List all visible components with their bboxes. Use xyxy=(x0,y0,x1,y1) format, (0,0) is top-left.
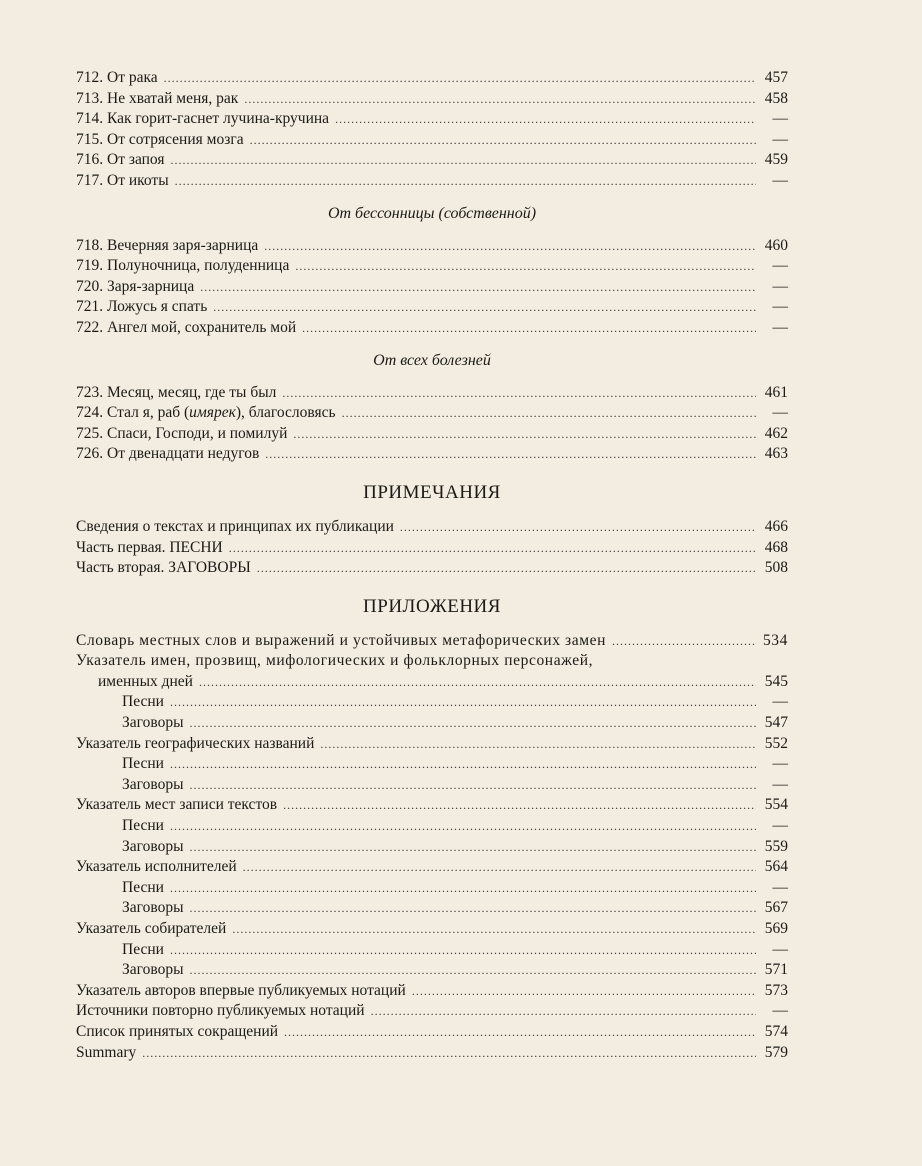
entry-page: 508 xyxy=(764,559,788,577)
entry-title xyxy=(76,403,336,424)
entry-title: Список принятых сокращений xyxy=(76,1022,279,1040)
toc-subentry-geo-spells[interactable] xyxy=(76,775,788,796)
toc-entry-notes-part2[interactable] xyxy=(76,558,788,579)
entry-title: Заговоры xyxy=(122,837,184,855)
toc-subentry-places-spells[interactable] xyxy=(76,837,788,858)
entry-page: 468 xyxy=(764,538,788,556)
entry-title: Заговоры xyxy=(122,961,184,979)
dot-leader xyxy=(190,775,757,796)
entry-page: 458 xyxy=(764,89,788,107)
entry-page: 567 xyxy=(764,899,788,917)
entry-title: Указатель мест записи текстов xyxy=(76,796,278,814)
dot-leader xyxy=(265,444,756,465)
entry-page: 460 xyxy=(764,236,788,254)
entry-page: — xyxy=(772,693,788,711)
entry-title: 717. От икоты xyxy=(76,171,169,189)
entry-page: — xyxy=(772,755,788,773)
entry-title-after: ), благословясь xyxy=(235,404,336,422)
dot-leader xyxy=(229,538,756,559)
dot-leader xyxy=(190,898,757,919)
toc-entry-geo-index[interactable] xyxy=(76,734,788,755)
table-of-contents xyxy=(76,68,788,1063)
entry-title: Заговоры xyxy=(122,714,184,732)
entry-page: — xyxy=(772,298,788,316)
toc-entry-sources[interactable] xyxy=(76,1001,788,1022)
toc-entry-722[interactable] xyxy=(76,318,788,339)
dot-leader xyxy=(142,1043,756,1064)
entry-title: 720. Заря-зарница xyxy=(76,277,195,295)
entry-title: Заговоры xyxy=(122,899,184,917)
toc-entry-notes-part1[interactable] xyxy=(76,538,788,559)
entry-title: Указатель собирателей xyxy=(76,920,227,937)
entry-page: — xyxy=(772,110,788,128)
dot-leader xyxy=(170,816,756,837)
entry-title: Песни xyxy=(122,817,164,835)
dot-leader xyxy=(293,424,756,445)
entry-page: 569 xyxy=(764,920,788,937)
toc-entry-714[interactable] xyxy=(76,109,788,130)
dot-leader xyxy=(170,692,756,713)
entry-title: 715. От сотрясения мозга xyxy=(76,130,244,148)
entry-page: 573 xyxy=(764,981,788,999)
dot-leader xyxy=(190,713,757,734)
dot-leader xyxy=(200,277,756,298)
dot-leader xyxy=(412,981,756,1002)
entry-page: 463 xyxy=(764,445,788,463)
entry-page: 547 xyxy=(764,714,788,732)
entry-page: — xyxy=(772,130,788,148)
toc-entry-716[interactable] xyxy=(76,150,788,171)
subheading-insomnia: От бессонницы (собственной) xyxy=(327,204,537,222)
toc-entry-724[interactable] xyxy=(76,403,788,424)
dot-leader xyxy=(232,919,756,940)
entry-title: 723. Месяц, месяц, где ты был xyxy=(76,383,277,401)
entry-title: Песни xyxy=(122,755,164,773)
entry-title: Указатель географических названий xyxy=(76,734,315,752)
entry-page: — xyxy=(772,1002,788,1020)
dot-leader xyxy=(335,109,756,130)
entry-title: Указатель авторов впервые публикуемых нотаций xyxy=(76,981,406,999)
entry-title: 714. Как горит-гаснет лучина-кручина xyxy=(76,110,330,128)
entry-title: 722. Ангел мой, сохранитель мой xyxy=(76,318,297,336)
entry-title: Часть вторая. ЗАГОВОРЫ xyxy=(76,559,251,577)
dot-leader xyxy=(371,1001,756,1022)
toc-entry-713[interactable] xyxy=(76,89,788,110)
dot-leader xyxy=(284,1022,756,1043)
dot-leader xyxy=(342,403,756,424)
entry-title: 713. Не хватай меня, рак xyxy=(76,89,239,107)
entry-title: Заговоры xyxy=(122,775,184,793)
entry-title: Сведения о текстах и принципах их публикации xyxy=(76,517,394,535)
entry-page: 564 xyxy=(764,858,788,876)
entry-page: 461 xyxy=(764,383,788,401)
dot-leader xyxy=(612,631,756,652)
toc-entry-names-index-line1[interactable]: Указатель имен, прозвищ, мифологических и фольклорных персонажей, xyxy=(76,652,594,670)
entry-title: 719. Полуночница, полуденница xyxy=(76,257,290,275)
dot-leader xyxy=(400,517,756,538)
toc-entry-notes-info[interactable] xyxy=(76,517,788,538)
toc-subentry-performers-spells[interactable] xyxy=(76,898,788,919)
dot-leader xyxy=(170,754,756,775)
entry-page: 579 xyxy=(764,1043,788,1061)
entry-page: 559 xyxy=(764,837,788,855)
entry-title: Указатель исполнителей xyxy=(76,858,237,876)
entry-title-before: 724. Стал я, раб ( xyxy=(76,404,190,422)
section-heading-appendix: ПРИЛОЖЕНИЯ xyxy=(363,595,501,617)
dot-leader xyxy=(164,68,756,89)
entry-page: — xyxy=(772,775,788,793)
entry-title: 726. От двенадцати недугов xyxy=(76,445,260,463)
entry-page: — xyxy=(772,404,788,422)
toc-subentry-names-spells[interactable] xyxy=(76,713,788,734)
toc-entry-712[interactable] xyxy=(76,68,788,89)
entry-title: Summary xyxy=(76,1043,137,1061)
toc-entry-726[interactable] xyxy=(76,444,788,465)
dot-leader xyxy=(213,297,756,318)
toc-subentry-geo-songs[interactable] xyxy=(76,754,788,775)
dot-leader xyxy=(302,318,756,339)
toc-entry-authors-index[interactable] xyxy=(76,981,788,1002)
entry-title-italic: имярек xyxy=(189,404,236,422)
dot-leader xyxy=(257,558,756,579)
subheading-all-diseases: От всех болезней xyxy=(373,351,491,369)
entry-title: 725. Спаси, Господи, и помилуй xyxy=(76,424,288,442)
entry-page: — xyxy=(772,318,788,336)
dot-leader xyxy=(190,960,757,981)
toc-subentry-collectors-songs[interactable] xyxy=(76,940,788,961)
toc-subentry-collectors-spells[interactable] xyxy=(76,960,788,981)
toc-entry-718[interactable] xyxy=(76,236,788,257)
dot-leader xyxy=(243,857,756,878)
dot-leader xyxy=(170,878,756,899)
entry-title: 718. Вечерняя заря-зарница xyxy=(76,236,259,254)
entry-page: 459 xyxy=(764,151,788,169)
entry-page: 571 xyxy=(764,961,788,979)
toc-subentry-places-songs[interactable] xyxy=(76,816,788,837)
dot-leader xyxy=(190,837,757,858)
entry-page: — xyxy=(772,940,788,958)
toc-entry-places-index[interactable] xyxy=(76,795,788,816)
dot-leader xyxy=(250,130,756,151)
entry-page: 462 xyxy=(764,424,788,442)
dot-leader xyxy=(170,940,756,961)
entry-page: 466 xyxy=(764,517,788,535)
entry-page: — xyxy=(772,878,788,896)
toc-subentry-performers-songs[interactable] xyxy=(76,878,788,899)
entry-title: Песни xyxy=(122,878,164,896)
toc-entry-collectors-index[interactable] xyxy=(76,919,788,940)
toc-entry-719[interactable] xyxy=(76,256,788,277)
dot-leader xyxy=(199,672,756,693)
toc-entry-abbreviations[interactable] xyxy=(76,1022,788,1043)
toc-entry-715[interactable] xyxy=(76,130,788,151)
entry-title: 712. От рака xyxy=(76,69,158,86)
toc-subentry-names-songs[interactable] xyxy=(76,692,788,713)
dot-leader xyxy=(264,236,756,257)
entry-page: — xyxy=(772,171,788,189)
toc-entry-720[interactable] xyxy=(76,277,788,298)
entry-title: Песни xyxy=(122,693,164,711)
entry-page: — xyxy=(772,277,788,295)
dot-leader xyxy=(320,734,756,755)
dot-leader xyxy=(282,383,756,404)
entry-page: — xyxy=(772,817,788,835)
dot-leader xyxy=(295,256,756,277)
entry-page: 457 xyxy=(764,69,788,86)
entry-title: Часть первая. ПЕСНИ xyxy=(76,538,223,556)
entry-page: 574 xyxy=(764,1022,788,1040)
entry-title: именных дней xyxy=(98,672,193,690)
toc-entry-performers-index[interactable] xyxy=(76,857,788,878)
toc-entry-723[interactable] xyxy=(76,383,788,404)
toc-entry-summary[interactable] xyxy=(76,1043,788,1064)
toc-entry-names-index[interactable] xyxy=(76,672,788,693)
entry-title: Словарь местных слов и выражений и устойчивых метафорических замен xyxy=(76,631,607,649)
entry-page: — xyxy=(772,257,788,275)
entry-title: 716. От запоя xyxy=(76,151,165,169)
dot-leader xyxy=(175,171,756,192)
entry-page: 534 xyxy=(762,631,788,649)
dot-leader xyxy=(171,150,756,171)
section-heading-notes: ПРИМЕЧАНИЯ xyxy=(363,481,501,503)
toc-entry-dictionary[interactable] xyxy=(76,631,788,652)
entry-title: Песни xyxy=(122,940,164,958)
dot-leader xyxy=(283,795,756,816)
entry-page: 552 xyxy=(764,734,788,752)
toc-entry-717[interactable] xyxy=(76,171,788,192)
entry-title: 721. Ложусь я спать xyxy=(76,298,208,316)
entry-page: 554 xyxy=(764,796,788,814)
toc-entry-721[interactable] xyxy=(76,297,788,318)
dot-leader xyxy=(244,89,756,110)
entry-page: 545 xyxy=(764,672,788,690)
toc-entry-725[interactable] xyxy=(76,424,788,445)
entry-title: Источники повторно публикуемых нотаций xyxy=(76,1002,365,1020)
